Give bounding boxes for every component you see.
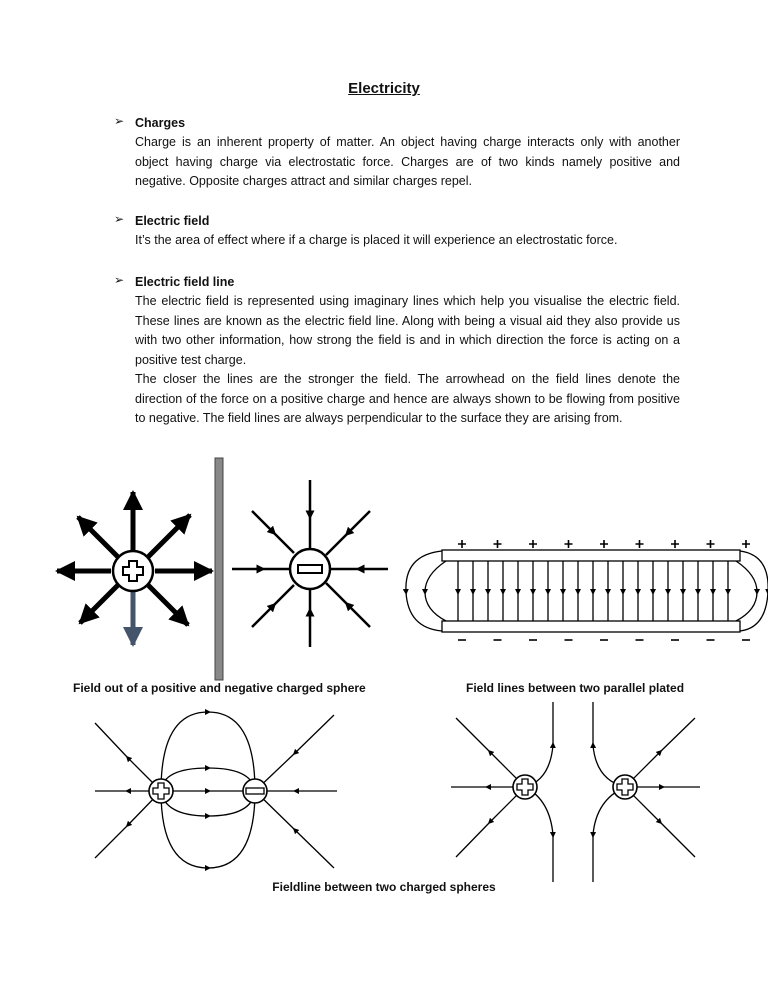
- section-paragraph: The electric field is represented using imaginary lines which help you visualise the electric field. These lines are known as the electric field line. Along with being a visual aid they also provide us with two other information, how strong the field is and in which direction the force is acting on a positive test charge.: [135, 294, 680, 367]
- like-charges: [513, 775, 637, 799]
- positive-sign-icon: [494, 540, 502, 548]
- caption-bottom: Fieldline between two charged spheres: [272, 880, 496, 894]
- like-charges-field-figure: [451, 702, 700, 882]
- positive-sign-icon: [636, 540, 644, 548]
- section-heading: Electric field line: [135, 275, 235, 289]
- section-paragraph: The closer the lines are the stronger the field. The arrowhead on the field lines denote the direction of the force on a positive charge and hence are always shown to be flowing from positive to negative. The field lines are always perpendicular to the surface they are arising from.: [135, 372, 680, 425]
- section-heading: Charges: [135, 116, 186, 130]
- positive-sign-icon: [529, 540, 537, 548]
- divider-bar: [215, 458, 223, 680]
- positive-sphere-field-figure: [57, 492, 212, 645]
- caption-spheres: Field out of a positive and negative charged sphere: [73, 681, 366, 695]
- positive-sign-icon: [565, 540, 573, 548]
- bullet-icon: ➢: [114, 212, 125, 226]
- bullet-icon: ➢: [114, 114, 125, 128]
- positive-sign-icon: [707, 540, 715, 548]
- negative-sphere-field-figure: [232, 480, 388, 647]
- positive-sign-icon: [600, 540, 608, 548]
- section-paragraph: It’s the area of effect where if a charge is placed it will experience an electrostatic force.: [135, 233, 618, 247]
- positive-sign-icon: [458, 540, 466, 548]
- bullet-icon: ➢: [114, 273, 125, 287]
- parallel-plates-figure: [406, 540, 768, 640]
- caption-plates: Field lines between two parallel plated: [466, 681, 685, 695]
- positive-sign-icon: [671, 540, 679, 548]
- page-title: Electricity: [348, 80, 420, 97]
- dipole-field-figure: [95, 712, 337, 868]
- section-heading: Electric field: [135, 214, 210, 228]
- section-paragraph: Charge is an inherent property of matter. An object having charge interacts only with another object having charge via electrostatic force. Charges are of two kinds namely positive and negative. Opposite charges attract and similar charges repel.: [135, 135, 680, 188]
- positive-sign-icon: [742, 540, 750, 548]
